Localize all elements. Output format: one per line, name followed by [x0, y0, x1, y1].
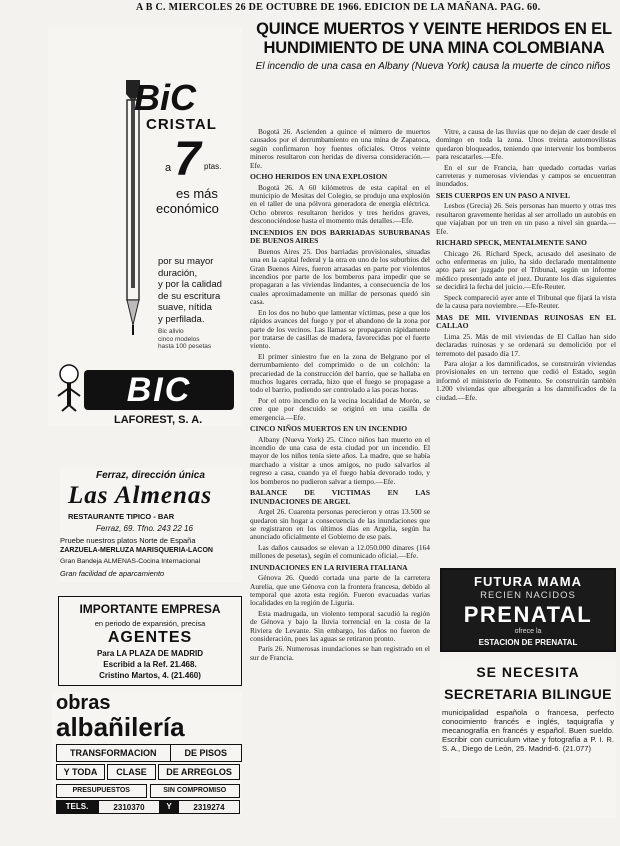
obras-row-4 — [56, 800, 240, 814]
empresa-line3: Escribid a la Ref. 21.468. — [103, 660, 197, 669]
paragraph: Génova 26. Quedó cortada una parte de la carretera Aurelia, que une Génova con la frontera francesa, debido al temporal que azota esta región. Fueron evacuadas varias localidades en la región de Liguria. — [250, 573, 430, 608]
paragraph: París 26. Numerosas inundaciones se han registrado en el sur de Francia. — [250, 644, 430, 662]
article-col-2 — [436, 128, 616, 526]
page-header: A B C. MIERCOLES 26 DE OCTUBRE DE 1966. EDICION DE LA MAÑANA. PAG. 60. — [136, 2, 541, 13]
obras-cell: DE ARREGLOS — [158, 764, 240, 780]
empresa-title: IMPORTANTE EMPRESA — [79, 602, 221, 616]
subhead: BALANCE DE VICTIMAS EN LAS INUNDACIONES DE ARGEL — [250, 488, 430, 506]
secretaria-se: SE NECESITA — [476, 664, 580, 680]
obras-telfs: TELS. — [65, 802, 89, 811]
bic-small-line: Bic alivio — [158, 328, 184, 335]
futura-line5: ESTACION DE PRENATAL — [478, 638, 578, 647]
bic-copy — [158, 256, 222, 325]
secretaria-body: municipalidad española o francesa, perfecto conocimiento francés e inglés, taquigrafía y mecanografía en francés y español. Buen sueldo. Escribir con curriculum vitae y fotografía a P. I. R. S. A., Diego de León, 25. Madrid-6. (21.077) — [442, 708, 614, 753]
deck: El incendio de una casa en Albany (Nueva York) causa la muerte de cinco niños — [255, 61, 611, 72]
obras-cell: SIN COMPROMISO — [150, 784, 241, 798]
subhead: MAS DE MIL VIVIENDAS RUINOSAS EN EL CALLAO — [436, 312, 616, 331]
bic-copy-line: duración, — [158, 267, 198, 279]
obras-row-2 — [56, 764, 240, 780]
paragraph: Chicago 26. Richard Speck, acusado del asesinato de ocho enfermeras en julio, ha sido declarado mentalmente apto para ser juzgado por el Tribunal, según un informe médico presentado ante el juez. Durante los días siguientes se decidirá la fecha del juicio.—Efe-Reuter. — [436, 248, 616, 292]
obras-y: Y — [166, 802, 172, 811]
paragraph: Por el otro incendio en la vecina localidad de Morón, se cree que por descuido se originó en una casilla de emergencia.—Efe. — [250, 395, 430, 422]
subhead: OCHO HERIDOS EN UNA EXPLOSION — [250, 172, 388, 182]
bic-price: 7 — [174, 133, 201, 186]
pen-icon — [120, 80, 146, 340]
almenas-line1: Ferraz, dirección única — [96, 470, 205, 481]
futura-line2: RECIEN NACIDOS — [480, 590, 576, 601]
futura-line4: ofrece la — [514, 628, 542, 635]
subhead: CINCO NIÑOS MUERTOS EN UN INCENDIO — [250, 423, 408, 433]
bic-copy-line: y por la calidad — [158, 279, 222, 290]
almenas-name: Las Almenas — [68, 482, 213, 509]
obras-cell: Y TODA — [56, 764, 105, 780]
bic-cristal: CRISTAL — [146, 116, 217, 133]
obras-row-1 — [56, 744, 242, 762]
almenas-ad — [60, 468, 242, 582]
bic-distributor: LAFOREST, S. A. — [114, 414, 203, 426]
obras-cell: CLASE — [107, 764, 156, 780]
subhead: RICHARD SPECK, MENTALMENTE SANO — [436, 238, 587, 248]
paragraph: Vitre, a causa de las lluvias que no dejan de caer desde el domingo en toda la zona. Unos treinta automovilistas quedaron bloqueados, teniendo que intervenir los bomberos para rescatarles.—Efe. — [436, 128, 616, 162]
obras-tel2: 2319274 — [179, 801, 239, 813]
paragraph: Speck compareció ayer ante el Tribunal que fijará la vista de la causa para noviembre.—Efe-Reuter. — [436, 292, 616, 311]
paragraph: Bogotá 26. Ascienden a quince el número de muertos causados por el derrumbamiento en una mina de Zapatoca, según confirmaron hoy fuentes oficiales. Otros veinte mineros resultaron con heridas de diversa consideración.—Efe. — [250, 128, 430, 170]
obras-row-3 — [56, 784, 240, 798]
almenas-line7: Gran facilidad de aparcamiento — [60, 569, 165, 578]
futura-line3: PRENATAL — [463, 602, 593, 627]
paragraph: Bogotá 26. A 60 kilómetros de esta capital en el municipio de Mesitas del Colegio, se produjo una explosión en el taller de una pólvora generadora de energía eléctrica. Ocho obreros resultaron heridos y tres heridos graves, desconociéndose hasta el momento más detalles.—Efe. — [250, 182, 430, 226]
headline: QUINCE MUERTOS Y VEINTE HERIDOS EN EL HUNDIMIENTO DE UNA MINA COLOMBIANA — [256, 20, 612, 57]
bic-copy-line: suave, nítida — [158, 302, 212, 313]
article-col-1 — [250, 128, 430, 840]
empresa-line4: Cristino Martos, 4. (21.460) — [99, 671, 201, 680]
futura-line1: FUTURA MAMA — [474, 574, 582, 589]
empresa-line1: en periodo de expansión, precisa — [94, 619, 206, 628]
bic-small-line: hasta 100 pesetas — [158, 343, 212, 350]
paragraph: En los dos no hubo que lamentar víctimas, pese a que los rápidos avances del fuego y por el abandono de la zona por parte de los vecinos. Las llamas se propagaron rápidamente por tratarse de casillas de madera, favorecidas por el fuerte viento. — [250, 307, 430, 351]
empresa-agents: AGENTES — [107, 629, 193, 646]
obras-ad — [52, 692, 242, 814]
bic-big-logo: BIC — [126, 371, 192, 409]
bic-copy-line: por su mayor — [158, 256, 214, 267]
futura-mama-ad — [440, 568, 616, 652]
obras-cell: TRANSFORMACION — [57, 745, 171, 761]
empresa-line2: Para LA PLAZA DE MADRID — [96, 649, 204, 658]
secretaria-title: SECRETARIA BILINGUE — [444, 686, 612, 702]
bic-small-print — [158, 328, 211, 351]
paragraph: Argel 26. Cuarenta personas perecieron y otras 13.500 se quedaron sin hogar a consecuencia de las inundaciones que se registraron en los últimos días en Argelia, según ha anunciado oficialmente el Gobierno de ese país. — [250, 507, 430, 542]
bic-big-logo-box — [84, 370, 234, 410]
paragraph: Las daños causados se elevan a 12.050.000 dinares (164 millones de pesetas), según el comunicado oficial.—Efe. — [250, 542, 430, 561]
paragraph: Lesbos (Grecia) 26. Seis personas han muerto y otras tres resultaron gravemente heridas al ser arrollado un autobús en que viajaban por un tren en un paso a nivel sin guarda.—Efe. — [436, 201, 616, 236]
subhead: INCENDIOS EN DOS BARRIADAS SUBURBANAS DE BUENOS AIRES — [250, 227, 430, 246]
paragraph: Albany (Nueva York) 25. Cinco niños han muerto en el incendio de una casa de esta ciudad por un incendio. El mayor de los niños tenía siete años. La madre, que se había marchado a visitar a unos amigos, no pudo salvarlos al regreso a casa, cuando ya el fuego había devorado todo, y los bomberos no pudieron salvar a tiempo.—Efe. — [250, 434, 430, 486]
bic-ptas: ptas. — [204, 162, 222, 171]
bic-es-mas: es más — [176, 186, 218, 201]
almenas-line2: RESTAURANTE TIPICO - BAR — [68, 512, 175, 521]
paragraph: El primer siniestro fue en la zona de Belgrano por el derrumbamiento del comprimido o de un colchón: la precariedad de la construcción del barrio, que se hallaba en muchos lugares cerrada, hizo que el fuego se propagase a todo el barrio, pudiendo ser controlado a las pocas horas. — [250, 351, 430, 395]
bic-economico: económico — [156, 201, 219, 216]
paragraph: En el sur de Francia, han quedado cortadas varias carreteras y numerosas viviendas y campos se encuentran inundados. — [436, 162, 616, 189]
bic-copy-line: y perfilada. — [158, 313, 205, 325]
subhead: SEIS CUERPOS EN UN PASO A NIVEL — [436, 190, 571, 200]
bic-mascot-icon — [54, 364, 84, 412]
paragraph: Buenos Aires 25. Dos barriadas provisionales, situadas una en la capital federal y la otra en uno de los suburbios del Gran Buenos Aires, fueron arrasadas en parte por violentos incendios por parte de los bomberos para impedir que se propagaran a las viviendas lindantes, a consecuencia de los cuales aproximadamente un millar de personas quedó sin casa. — [250, 246, 430, 307]
almenas-line4: Pruebe nuestros platos Norte de España — [60, 536, 196, 545]
paragraph: Para alojar a los damnificados, se construirán viviendas provisionales en un terreno que cedió el Estado, según informó el ministerio de Fomento. Se construirán también 1.200 viviendas que albergarán a los damnificados de la ciudad.—Efe. — [436, 358, 616, 402]
obras-cell: PRESUPUESTOS — [56, 784, 147, 798]
almenas-line5: ZARZUELA-MERLUZA MARISQUERIA-LACON — [60, 547, 213, 554]
bic-brand: BiC — [134, 77, 196, 118]
bic-copy-line: de su escritura — [158, 290, 221, 302]
almenas-line3: Ferraz, 69. Tfno. 243 22 16 — [96, 524, 193, 533]
obras-tel1: 2310370 — [99, 801, 159, 813]
empresa-ad — [58, 596, 242, 686]
subhead: INUNDACIONES EN LA RIVIERA ITALIANA — [250, 562, 408, 572]
secretaria-ad — [440, 660, 616, 818]
obras-cell: DE PISOS — [184, 748, 228, 758]
paragraph: Lima 25. Más de mil viviendas de El Callao han sido declaradas ruinosas y se ordenará su demolición por el terremoto del pasado día 17. — [436, 331, 616, 358]
bic-a-label: a — [165, 162, 172, 174]
obras-word: obras — [56, 692, 111, 714]
obras-albanileria: albañilería — [56, 712, 185, 742]
paragraph: Esta madrugada, un violento temporal sacudió la región de Génova y bajo la lluvia torrencial en la costa de la Riviera de Levante. Sin embargo, los daños no fueron de consideración, pues las aguas se retiraron pronto. — [250, 608, 430, 644]
bic-ad — [48, 28, 242, 426]
almenas-line6: Gran Bandeja ALMENAS-Cocina Internacional — [60, 558, 201, 565]
bic-small-line: cinco modelos — [158, 335, 200, 343]
